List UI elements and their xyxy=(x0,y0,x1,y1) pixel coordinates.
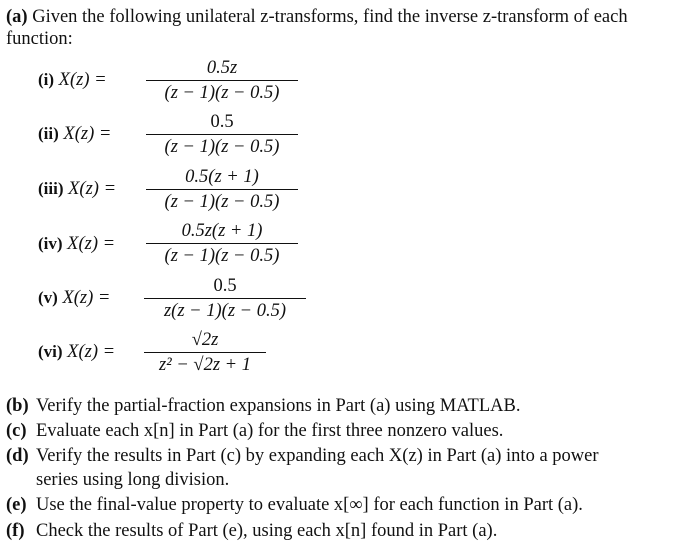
equation-lhs: X(z) = xyxy=(67,342,116,362)
part-text: Check the results of Part (e), using each x[n] found in Part (a). xyxy=(36,521,498,541)
part-text: Verify the partial-fraction expansions in Part (a) using MATLAB. xyxy=(36,396,521,416)
numerator: √2z xyxy=(191,330,219,350)
numerator: 0.5 xyxy=(210,112,234,132)
part-a xyxy=(6,6,696,50)
equation-lhs: X(z) = xyxy=(62,288,111,308)
part-text: Verify the results in Part (c) by expanding each X(z) in Part (a) into a power xyxy=(36,446,599,466)
equation-label: (iv) xyxy=(38,234,63,253)
equation-lhs: X(z) = xyxy=(63,124,112,144)
part-text: Use the final-value property to evaluate x[∞] for each function in Part (a). xyxy=(36,495,583,515)
denominator: z² − √2z + 1 xyxy=(158,355,252,375)
denominator: (z − 1)(z − 0.5) xyxy=(164,137,280,157)
equation-label: (v) xyxy=(38,288,58,307)
part-text: Evaluate each x[n] in Part (a) for the first three nonzero values. xyxy=(36,421,504,441)
part-a-label: (a) xyxy=(6,7,28,27)
fraction xyxy=(146,219,298,268)
equation-lhs: X(z) = xyxy=(58,70,107,90)
part-e xyxy=(6,493,696,517)
fraction xyxy=(144,274,306,323)
part-a-text: Given the following unilateral z-transforms, find the inverse z-transform of each function: xyxy=(6,7,628,49)
part-label: (e) xyxy=(6,495,27,515)
denominator: (z − 1)(z − 0.5) xyxy=(164,246,280,266)
part-label: (b) xyxy=(6,396,29,416)
equation-label: (i) xyxy=(38,70,55,89)
part-label: (f) xyxy=(6,521,25,541)
numerator: 0.5(z + 1) xyxy=(185,167,259,187)
part-text-continued: series using long division. xyxy=(36,470,230,490)
equation-label: (iii) xyxy=(38,179,64,198)
equation-lhs: X(z) = xyxy=(68,179,117,199)
equation-label: (vi) xyxy=(38,342,63,361)
equation-label: (ii) xyxy=(38,124,59,143)
part-d xyxy=(6,444,696,492)
fraction xyxy=(146,56,298,105)
denominator: (z − 1)(z − 0.5) xyxy=(164,192,280,212)
part-c xyxy=(6,419,696,443)
numerator: 0.5z xyxy=(206,58,238,78)
fraction xyxy=(144,328,266,377)
part-b xyxy=(6,394,696,418)
fraction xyxy=(146,165,298,214)
fraction xyxy=(146,110,298,159)
numerator: 0.5z(z + 1) xyxy=(181,221,263,241)
part-label: (d) xyxy=(6,446,29,466)
part-label: (c) xyxy=(6,421,27,441)
part-f xyxy=(6,519,696,543)
equation-lhs: X(z) = xyxy=(67,234,116,254)
numerator: 0.5 xyxy=(213,276,237,296)
denominator: z(z − 1)(z − 0.5) xyxy=(163,301,287,321)
denominator: (z − 1)(z − 0.5) xyxy=(164,83,280,103)
